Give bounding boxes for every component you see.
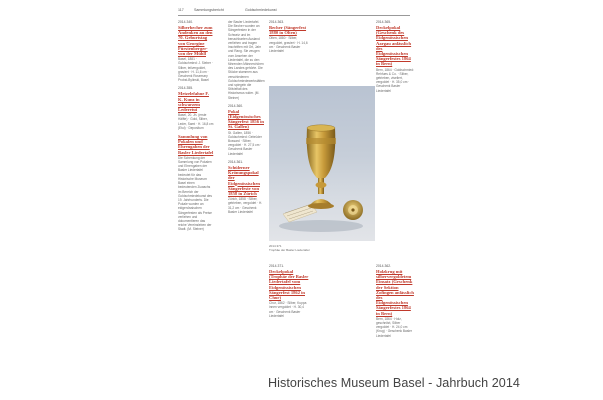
entry-title: Becher (Sängerfest 1880 in Olten): [269, 25, 307, 36]
entry-body: Olten, 1880 · Silber, vergoldet, graviert · H. 14,6 cm · Geschenk Basler Liedertafel: [269, 36, 308, 54]
entry-title: Silberbecher zum Andenken an den 70. Geburtstag von Georgine Fürstenberger-von der Mühll: [178, 25, 213, 57]
entry-title: Metzelefahne F. K. Kunz in schwarzem Lederetui: [178, 91, 209, 113]
image-caption: Historisches Museum Basel - Jahrbuch 2014: [268, 376, 520, 390]
entry-number: 2014.340.: [178, 20, 194, 24]
entry-body: Zürich, 1858 · Silber, getrieben, vergoldet · H. 31,2 cm · Geschenk Basler Liedertafel: [228, 197, 263, 214]
entry-title: Sammlung von Pokalen und Ehrengaben der Basler Liedertafel: [178, 134, 214, 155]
entry-number: 2014.365.: [376, 20, 392, 24]
column-4: [376, 20, 414, 97]
photo-caption: [269, 245, 329, 253]
entry-number: 2014.360.: [228, 103, 244, 108]
entry-body: Basel, 1881 · Goldschmied: J. Sieber · Silber, teilvergoldet, graviert · H. 11,6 cm · Geschenk Rosemary Probst-Bylinski, Basel: [178, 57, 213, 83]
goblet-illustration: [269, 86, 375, 241]
entry-body: Basel, 20. Jh. (erste Hälfte) · Gold, Silber, Leder, Samt · H. 16,8 cm (Etui) · Depositum: [178, 113, 214, 130]
column-4-bottom: [376, 264, 414, 342]
entry-body: Bern, 1864 · Goldschmied: Rehfues & Co. · Silber, getrieben, ziseliert, vergoldet · H. 35,0 cm · Geschenk Basler Liedertafel: [376, 67, 414, 93]
entry-title: Deckelpokal (Trophäe der Basler Liedertafel vom Eidgenössischen Sängerfest 1862 in Chur): [269, 269, 309, 301]
entry-deckelpokal-chur: [269, 264, 309, 318]
entry-number: 2014.362.: [376, 264, 392, 268]
entry-title: Pokal (Eidgenössisches Sängerfest 1856 in St. Gallen): [228, 108, 264, 130]
entry-becher-olten: [269, 20, 309, 53]
entry-deckelpokal-aargau: [376, 20, 414, 93]
column-2: [228, 20, 264, 218]
entry-liedertafel-text: [228, 20, 264, 100]
column-1: [178, 20, 214, 236]
caption-line: Trophäe der Basler Liedertafel: [269, 247, 310, 252]
entry-metzelefahne: [178, 86, 214, 130]
entry-number: 2014.363.: [269, 20, 285, 24]
column-3-top: [269, 20, 309, 57]
entry-body: St. Gallen, 1856 · Goldschmied: Gebrüder Bossard · Silber, vergoldet · H. 27,5 cm · Geschenk Basler Liedertafel: [228, 130, 262, 156]
entry-number: 2014.371.: [269, 264, 285, 268]
header-rule: [178, 15, 410, 16]
entry-body: der Basler Liedertafel. Die Becher wurden an Sängerfesten in der Schweiz und im benachbarten Ausland verliehen und tragen Inschriften mit Ort, Jahr und Rang. Sie zeugen vom Ansehen der Liedertafel, die zu den führenden Männerchören des Landes gehörte. Die Stücke stammen aus verschiedenen Goldschmiedewerkstätten und spiegeln die Stilvielfalt des Historismus wider. (M. Steiner): [228, 20, 265, 100]
subsection-title: Goldschmiedekunst: [245, 8, 277, 12]
entry-silberbecher: [178, 20, 214, 82]
entry-pokal-st-gallen: [228, 104, 264, 156]
entry-number: 2014.355.: [178, 86, 194, 91]
goblet-photo: [269, 86, 375, 241]
entry-holzkrug: [376, 264, 414, 338]
entry-body: Bern, 1864 · Holz, geschnitzt, Silber vergoldet · H. 24,0 cm (Krug) · Geschenk Basler Liedertafel: [376, 316, 412, 338]
entry-sammlung: [178, 134, 214, 231]
entry-title: Schülerner Krönungspokal der Eidgenössischen Sängerfeste von 1858 in Zürich: [228, 164, 260, 196]
entry-kroenungspokal: [228, 160, 264, 214]
section-title: Sammlungsbericht: [194, 8, 224, 12]
entry-title: Deckelpokal (Geschenk des Eidgenössischen Aargau anlässlich des Eidgenössischen Sängerfestes 1864 in Bern): [376, 25, 412, 67]
caption-number: 2014.371: [269, 244, 282, 248]
entry-number: 2014.361.: [228, 159, 244, 164]
entry-body: Die Schenkung der Sammlung von Pokalen und Ehrengaben der Basler Liedertafel bedeutet für das Historische Museum Basel einen bedeutenden Zuwachs im Bereich der Goldschmiedekunst des 19. Jahrhunderts. Die Pokale wurden an eidgenössischen Sängerfesten als Preise verliehen und dokumentieren das reiche Vereinsleben der Stadt. (M. Steiner): [178, 155, 213, 232]
entry-body: Chur, 1862 · Silber, Kuppa innen vergoldet · H. 30,4 cm · Geschenk Basler Liedertafel: [269, 301, 307, 318]
column-3-bottom: [269, 264, 309, 322]
journal-page: [148, 6, 417, 374]
page-number: 117: [178, 8, 184, 12]
entry-title: Holzkrug mit silbervergoldetem Einsatz (Geschenk der Sektion Zofingen anlässlich des Eidgenössischen Sängerfestes 1864 in Bern): [376, 269, 414, 316]
